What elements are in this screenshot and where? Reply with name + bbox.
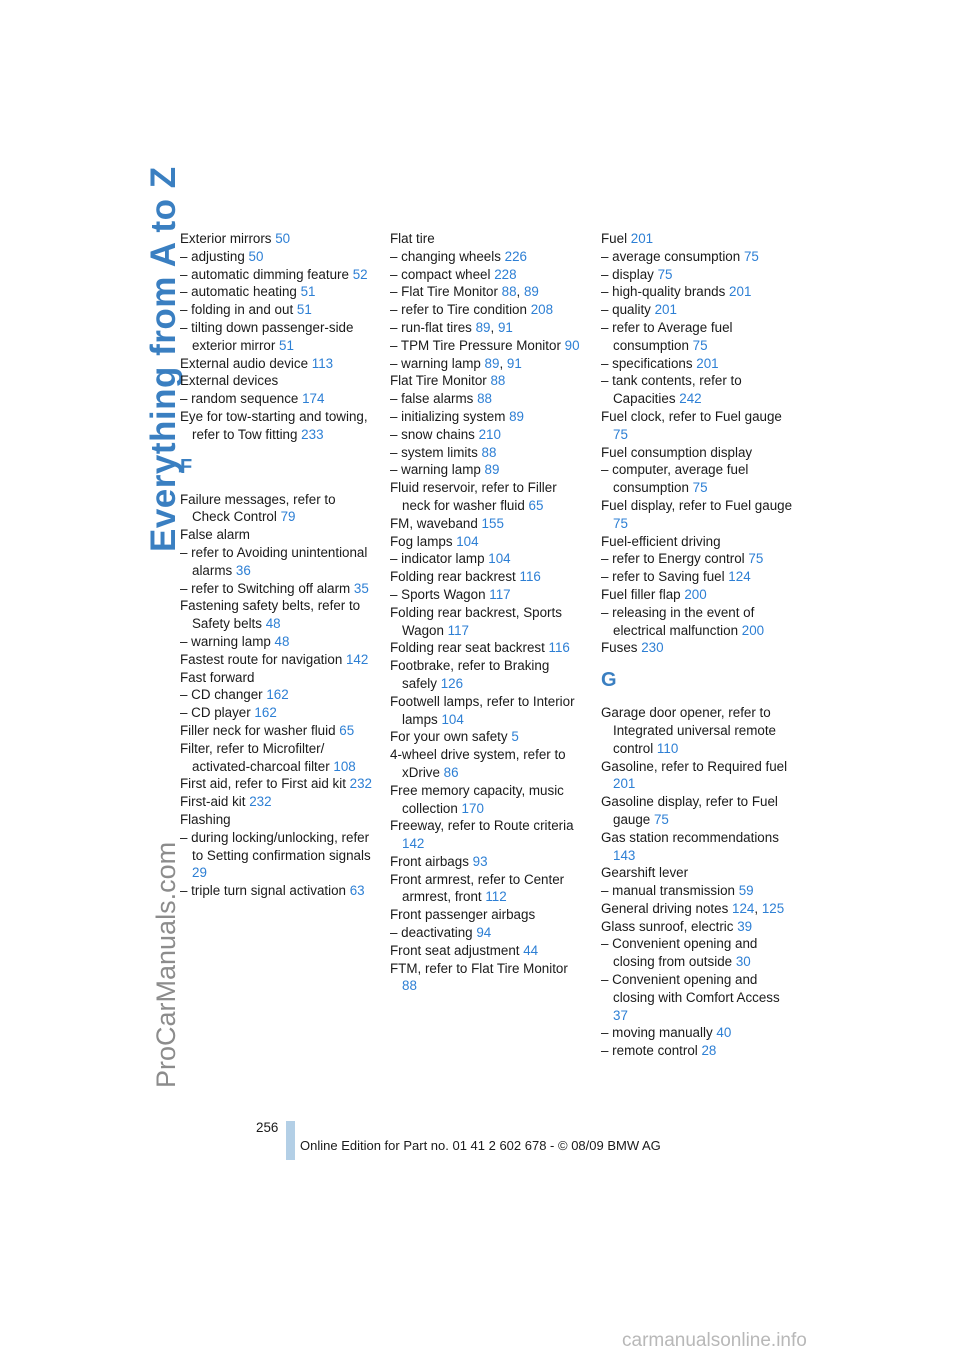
- letter-heading: F: [180, 455, 193, 478]
- entry-term: – refer to Tire condition: [390, 302, 531, 318]
- page-reference-link[interactable]: 50: [248, 248, 264, 264]
- index-entry: [180, 390, 376, 408]
- entry-term: 4-wheel drive system, refer to xDrive: [390, 747, 566, 780]
- index-entry: [390, 248, 586, 266]
- index-entry: [601, 1024, 797, 1042]
- page-reference-link[interactable]: 75: [653, 811, 669, 827]
- entry-term: – random sequence: [180, 391, 303, 407]
- index-entry: [390, 693, 586, 729]
- page-reference-link[interactable]: 59: [738, 883, 754, 899]
- page-reference-link[interactable]: 89: [523, 284, 539, 300]
- page-reference-link[interactable]: 117: [489, 586, 511, 602]
- index-entry: [390, 515, 586, 533]
- page-reference-link[interactable]: 116: [519, 569, 541, 585]
- entry-term: FTM, refer to Flat Tire Monitor: [390, 960, 568, 976]
- page-reference-link[interactable]: 75: [613, 515, 628, 531]
- entry-term: – run-flat tires: [390, 319, 476, 335]
- entry-term: – TPM Tire Pressure Monitor: [390, 337, 565, 353]
- index-entry: [390, 461, 586, 479]
- section-title: [86, 166, 183, 552]
- entry-term: – tank contents, refer to Capacities: [601, 373, 742, 407]
- page-reference-link[interactable]: 90: [564, 337, 580, 353]
- index-entry: [180, 408, 376, 444]
- page-reference-link[interactable]: 89: [475, 319, 491, 335]
- page-reference-link[interactable]: 104: [456, 533, 479, 549]
- page-reference-link[interactable]: 89: [484, 355, 500, 371]
- index-entry: [601, 639, 797, 657]
- index-entry: [601, 248, 797, 266]
- entry-term: False alarm: [180, 527, 250, 543]
- page-reference-link[interactable]: 88: [477, 391, 492, 407]
- index-entry: [180, 580, 376, 598]
- index-entry: [180, 372, 376, 390]
- index-column-1: [180, 230, 376, 900]
- entry-term: – snow chains: [390, 426, 479, 442]
- index-entry: [390, 301, 586, 319]
- entry-term: Folding rear seat backrest: [390, 640, 549, 656]
- page-reference-link[interactable]: 88: [481, 444, 497, 460]
- index-entry: [601, 266, 797, 284]
- page-reference-link[interactable]: 5: [511, 729, 519, 745]
- page-reference-link[interactable]: 124: [728, 569, 751, 585]
- index-entry: [601, 372, 797, 408]
- page-reference-link[interactable]: 48: [265, 616, 281, 632]
- entry-term: Folding rear backrest: [390, 569, 520, 585]
- entry-term: – remote control: [601, 1043, 702, 1059]
- index-entry: [390, 337, 586, 355]
- entry-term: – Sports Wagon: [390, 586, 490, 602]
- entry-term: – refer to Saving fuel: [601, 569, 729, 585]
- page-reference-link[interactable]: 201: [630, 231, 654, 246]
- page-reference-link[interactable]: 116: [548, 640, 570, 656]
- index-entry: [180, 829, 376, 882]
- page-reference-link[interactable]: 104: [441, 711, 464, 727]
- index-entry: [390, 746, 586, 782]
- index-entry: [601, 408, 797, 444]
- page-reference-link[interactable]: 91: [506, 355, 522, 371]
- index-entry: – run-flat tires 89, 91: [390, 319, 513, 335]
- page-reference-link[interactable]: 104: [488, 551, 511, 567]
- page-reference-link[interactable]: 37: [613, 1007, 628, 1023]
- page-reference-link[interactable]: 226: [504, 248, 527, 264]
- index-entry: [180, 633, 376, 651]
- entry-term: External audio device: [180, 355, 312, 371]
- index-entry: [180, 740, 376, 776]
- index-entry: [601, 283, 797, 301]
- page-reference-link[interactable]: 113: [311, 355, 334, 371]
- page-reference-link[interactable]: 29: [192, 865, 207, 881]
- page-reference-link[interactable]: 65: [528, 497, 544, 513]
- page-reference-link[interactable]: 50: [275, 231, 291, 246]
- index-entry: [390, 906, 586, 924]
- index-column-2: [390, 230, 586, 995]
- index-entry: – warning lamp 89, 91: [390, 355, 522, 371]
- index-column-3: [601, 230, 797, 1060]
- entry-term: Glass sunroof, electric: [601, 918, 738, 934]
- index-entry: [180, 704, 376, 722]
- section-title-text: Everything from A to Z: [144, 166, 183, 552]
- entry-term: FM, waveband: [390, 515, 482, 531]
- entry-term: Filler neck for washer fluid: [180, 722, 340, 738]
- index-entry: [601, 882, 797, 900]
- entry-term: – Convenient opening and closing with Comfort Access: [601, 972, 780, 1005]
- entry-term: – warning lamp: [390, 462, 485, 478]
- entry-term: – deactivating: [390, 925, 477, 941]
- index-entry: [601, 444, 797, 462]
- entry-term: – false alarms: [390, 391, 478, 407]
- page-reference-link[interactable]: 63: [349, 883, 365, 899]
- index-entry: [390, 479, 586, 515]
- index-entry: [390, 604, 586, 640]
- entry-term: – quality: [601, 302, 655, 318]
- page-reference-link[interactable]: 88: [402, 978, 417, 994]
- entry-term: – display: [601, 266, 658, 282]
- entry-term: Fuel-efficient driving: [601, 533, 721, 549]
- index-entry: [390, 426, 586, 444]
- entry-term: Front armrest, refer to Center armrest, front: [390, 871, 565, 905]
- page-reference-link[interactable]: 39: [737, 918, 753, 934]
- entry-term: – specifications: [601, 355, 697, 371]
- entry-term: External devices: [180, 373, 279, 389]
- entry-term: Fuel display, refer to Fuel gauge: [601, 497, 793, 513]
- entry-term: Footbrake, refer to Braking safely: [390, 658, 550, 691]
- page-reference-link[interactable]: 88: [490, 373, 506, 389]
- entry-term: – folding in and out: [180, 302, 297, 318]
- index-entry: [601, 497, 797, 533]
- page-reference-link[interactable]: 89: [509, 408, 524, 424]
- entry-term: Folding rear backrest, Sports Wagon: [390, 604, 562, 638]
- entry-term: – indicator lamp: [390, 551, 489, 567]
- page-reference-link[interactable]: 75: [748, 551, 764, 567]
- index-entry: [601, 355, 797, 373]
- page-reference-link[interactable]: 40: [716, 1025, 732, 1041]
- entry-term: – triple turn signal activation: [180, 883, 350, 899]
- entry-term: – during locking/unlocking, refer to Setting confirmation signals: [180, 829, 371, 863]
- entry-term: – refer to Average fuel consumption: [601, 319, 733, 353]
- entry-term: – CD player: [180, 705, 255, 721]
- page-reference-link[interactable]: 201: [613, 776, 636, 792]
- page-reference-link[interactable]: 52: [352, 266, 368, 282]
- page-number: 256: [256, 1120, 279, 1135]
- page-reference-link[interactable]: 170: [461, 800, 484, 816]
- index-entry: [601, 319, 797, 355]
- page-reference-link[interactable]: 79: [280, 509, 296, 525]
- page-reference-link[interactable]: 75: [692, 480, 708, 496]
- page-reference-link[interactable]: 110: [656, 740, 679, 756]
- index-entry: [601, 301, 797, 319]
- letter-heading: G: [601, 669, 617, 692]
- index-entry: General driving notes 124, 125: [601, 900, 785, 916]
- page-reference-link[interactable]: 124: [732, 900, 755, 916]
- index-entry: [180, 319, 376, 355]
- index-entry: [601, 704, 797, 757]
- page-reference-link[interactable]: 91: [497, 319, 513, 335]
- entry-term: – automatic heating: [180, 284, 301, 300]
- index-entry: [180, 793, 376, 811]
- entry-term: – tilting down passenger-side exterior mirror: [180, 319, 354, 353]
- page-reference-link[interactable]: 35: [353, 580, 369, 596]
- page-reference-link[interactable]: 228: [494, 266, 517, 282]
- page-reference-link[interactable]: 112: [485, 889, 507, 905]
- entry-term: Fuel filler flap: [601, 586, 685, 602]
- index-entry: [180, 669, 376, 687]
- page-reference-link[interactable]: 155: [481, 515, 504, 531]
- page-reference-link[interactable]: 162: [266, 687, 289, 703]
- page-reference-link[interactable]: 174: [302, 391, 325, 407]
- side-watermark-text: ProCarManuals.com: [151, 841, 181, 1088]
- index-entry: [601, 230, 797, 248]
- page-reference-link[interactable]: 201: [654, 302, 677, 318]
- entry-term: – refer to Avoiding unintentional alarms: [180, 544, 368, 578]
- page-reference-link[interactable]: 75: [657, 266, 673, 282]
- page-reference-link[interactable]: 89: [484, 462, 500, 478]
- entry-term: Filter, refer to Microfilter/ activated-charcoal filter: [180, 740, 334, 774]
- page-reference-link[interactable]: 201: [729, 284, 752, 300]
- page-reference-link[interactable]: 143: [613, 847, 636, 863]
- index-entry: [601, 568, 797, 586]
- entry-term: – average consumption: [601, 248, 744, 264]
- index-entry: [390, 408, 586, 426]
- index-entry: [601, 586, 797, 604]
- entry-term: Failure messages, refer to Check Control: [180, 491, 336, 525]
- entry-term: First aid, refer to First aid kit: [180, 776, 350, 792]
- index-entry: [180, 526, 376, 544]
- index-entry: [390, 372, 586, 390]
- entry-term: First-aid kit: [180, 794, 250, 810]
- page-reference-link[interactable]: 230: [641, 640, 664, 656]
- entry-term: – automatic dimming feature: [180, 266, 353, 282]
- index-entry: [390, 782, 586, 818]
- page-reference-link[interactable]: 233: [301, 426, 324, 442]
- entry-term: – refer to Switching off alarm: [180, 580, 354, 596]
- page-reference-link[interactable]: 142: [402, 836, 425, 852]
- entry-term: – adjusting: [180, 248, 249, 264]
- index-entry: [601, 918, 797, 936]
- index-entry: [601, 550, 797, 568]
- index-entry: [601, 829, 797, 865]
- page-reference-link[interactable]: 75: [743, 248, 759, 264]
- index-entry: [390, 960, 586, 996]
- index-entry: [390, 533, 586, 551]
- page-reference-link[interactable]: 232: [249, 794, 272, 810]
- index-entry: [390, 444, 586, 462]
- index-entry: [390, 230, 586, 248]
- index-entry: [601, 971, 797, 1024]
- entry-term: – warning lamp: [390, 355, 485, 371]
- index-entry: [390, 924, 586, 942]
- index-entry: [180, 651, 376, 669]
- index-entry: [180, 544, 376, 580]
- page-reference-link[interactable]: 117: [447, 622, 470, 638]
- page-reference-link[interactable]: 125: [761, 900, 785, 916]
- index-entry: [390, 853, 586, 871]
- page-reference-link[interactable]: 93: [472, 853, 488, 869]
- entry-term: Free memory capacity, music collection: [390, 782, 564, 816]
- index-entry: – Flat Tire Monitor 88, 89: [390, 284, 539, 300]
- index-entry: [390, 568, 586, 586]
- index-entry: [601, 461, 797, 497]
- page-reference-link[interactable]: 36: [235, 562, 251, 578]
- page-reference-link[interactable]: 51: [296, 302, 312, 318]
- entry-term: – initializing system: [390, 408, 510, 424]
- entry-term: Front passenger airbags: [390, 907, 536, 923]
- index-entry: [180, 686, 376, 704]
- entry-term: Fuel: [601, 231, 631, 246]
- page-reference-link[interactable]: 75: [692, 337, 708, 353]
- entry-term: – system limits: [390, 444, 482, 460]
- edition-note: Online Edition for Part no. 01 41 2 602 678 - © 08/09 BMW AG: [300, 1138, 661, 1153]
- page-reference-link[interactable]: 75: [613, 426, 628, 442]
- index-entry: [390, 266, 586, 284]
- index-entry: [180, 775, 376, 793]
- index-entry: [180, 301, 376, 319]
- index-entry: [601, 935, 797, 971]
- page-reference-link[interactable]: 201: [696, 355, 719, 371]
- entry-term: Garage door opener, refer to Integrated universal remote control: [601, 705, 777, 756]
- entry-term: Flat tire: [390, 231, 435, 246]
- entry-term: Eye for tow-starting and towing, refer to Tow fitting: [180, 408, 368, 442]
- page-reference-link[interactable]: 200: [741, 622, 765, 638]
- entry-term: Fluid reservoir, refer to Filler neck for washer fluid: [390, 480, 557, 513]
- entry-term: – compact wheel: [390, 266, 495, 282]
- entry-term: Fastest route for navigation: [180, 651, 346, 667]
- index-entry: [180, 230, 376, 248]
- entry-term: – changing wheels: [390, 248, 505, 264]
- index-entry: [390, 728, 586, 746]
- index-entry: [180, 882, 376, 900]
- entry-term: Gasoline, refer to Required fuel: [601, 758, 788, 774]
- index-entry: [601, 758, 797, 794]
- index-entry: [390, 871, 586, 907]
- entry-term: Fast forward: [180, 669, 255, 685]
- index-entry: [601, 864, 797, 882]
- entry-term: Front seat adjustment: [390, 942, 524, 958]
- entry-term: Gasoline display, refer to Fuel gauge: [601, 794, 778, 827]
- page-reference-link[interactable]: 48: [274, 633, 290, 649]
- index-entry: [601, 793, 797, 829]
- page-reference-link[interactable]: 208: [530, 302, 554, 318]
- entry-term: Fuel clock, refer to Fuel gauge: [601, 408, 782, 424]
- entry-term: Gearshift lever: [601, 865, 689, 881]
- index-entry: [390, 639, 586, 657]
- footer-accent-bar: [286, 1121, 295, 1160]
- entry-term: – Convenient opening and closing from outside: [601, 936, 758, 970]
- entry-term: General driving notes: [601, 900, 733, 916]
- entry-term: – high-quality brands: [601, 284, 730, 300]
- entry-term: For your own safety: [390, 729, 512, 745]
- entry-term: Fastening safety belts, refer to Safety belts: [180, 598, 361, 632]
- index-entry: [601, 1042, 797, 1060]
- entry-term: – manual transmission: [601, 883, 739, 899]
- entry-term: Fog lamps: [390, 533, 457, 549]
- index-entry: [390, 550, 586, 568]
- entry-term: – Flat Tire Monitor: [390, 284, 502, 300]
- entry-term: Front airbags: [390, 853, 473, 869]
- entry-term: Exterior mirrors: [180, 231, 276, 246]
- entry-term: Footwell lamps, refer to Interior lamps: [390, 693, 575, 727]
- page-reference-link[interactable]: 28: [701, 1043, 717, 1059]
- index-entry: [180, 811, 376, 829]
- page-reference-link[interactable]: 232: [349, 776, 372, 792]
- page-reference-link[interactable]: 210: [478, 426, 501, 442]
- side-watermark: [118, 570, 181, 1090]
- page-reference-link[interactable]: 108: [333, 758, 356, 774]
- entry-term: – computer, average fuel consumption: [601, 462, 749, 496]
- page-reference-link[interactable]: 86: [443, 764, 459, 780]
- index-entry: [390, 942, 586, 960]
- page-reference-link[interactable]: 242: [679, 391, 702, 407]
- index-entry: [390, 657, 586, 693]
- page-reference-link[interactable]: 51: [300, 284, 316, 300]
- index-entry: [180, 597, 376, 633]
- entry-term: Gas station recommendations: [601, 829, 779, 845]
- entry-term: – warning lamp: [180, 633, 275, 649]
- page-reference-link[interactable]: 94: [476, 925, 492, 941]
- page-reference-link[interactable]: 51: [279, 337, 294, 353]
- entry-term: Flashing: [180, 811, 231, 827]
- index-entry: [601, 533, 797, 551]
- page-reference-link[interactable]: 44: [523, 942, 539, 958]
- page-reference-link[interactable]: 30: [735, 954, 751, 970]
- entry-term: – moving manually: [601, 1025, 717, 1041]
- page-reference-link[interactable]: 142: [345, 651, 369, 667]
- entry-term: – refer to Energy control: [601, 551, 749, 567]
- index-entry: [390, 390, 586, 408]
- entry-term: – CD changer: [180, 687, 267, 703]
- index-entry: [180, 491, 376, 527]
- index-entry: [180, 355, 376, 373]
- page-reference-link[interactable]: 65: [339, 722, 355, 738]
- index-entry: [180, 266, 376, 284]
- index-entry: [180, 283, 376, 301]
- entry-term: Flat Tire Monitor: [390, 373, 491, 389]
- index-entry: [180, 722, 376, 740]
- page-reference-link[interactable]: 162: [254, 705, 277, 721]
- page-reference-link[interactable]: 88: [501, 284, 517, 300]
- bottom-watermark: carmanualsonline.info: [622, 1330, 807, 1351]
- page-reference-link[interactable]: 200: [684, 586, 707, 602]
- page-reference-link[interactable]: 126: [440, 675, 464, 691]
- index-entry: [180, 248, 376, 266]
- entry-term: Fuel consumption display: [601, 444, 753, 460]
- entry-term: Freeway, refer to Route criteria: [390, 818, 574, 834]
- index-entry: [601, 604, 797, 640]
- entry-term: Fuses: [601, 640, 642, 656]
- index-entry: [390, 817, 586, 853]
- entry-term: – releasing in the event of electrical malfunction: [601, 604, 755, 638]
- index-entry: [390, 586, 586, 604]
